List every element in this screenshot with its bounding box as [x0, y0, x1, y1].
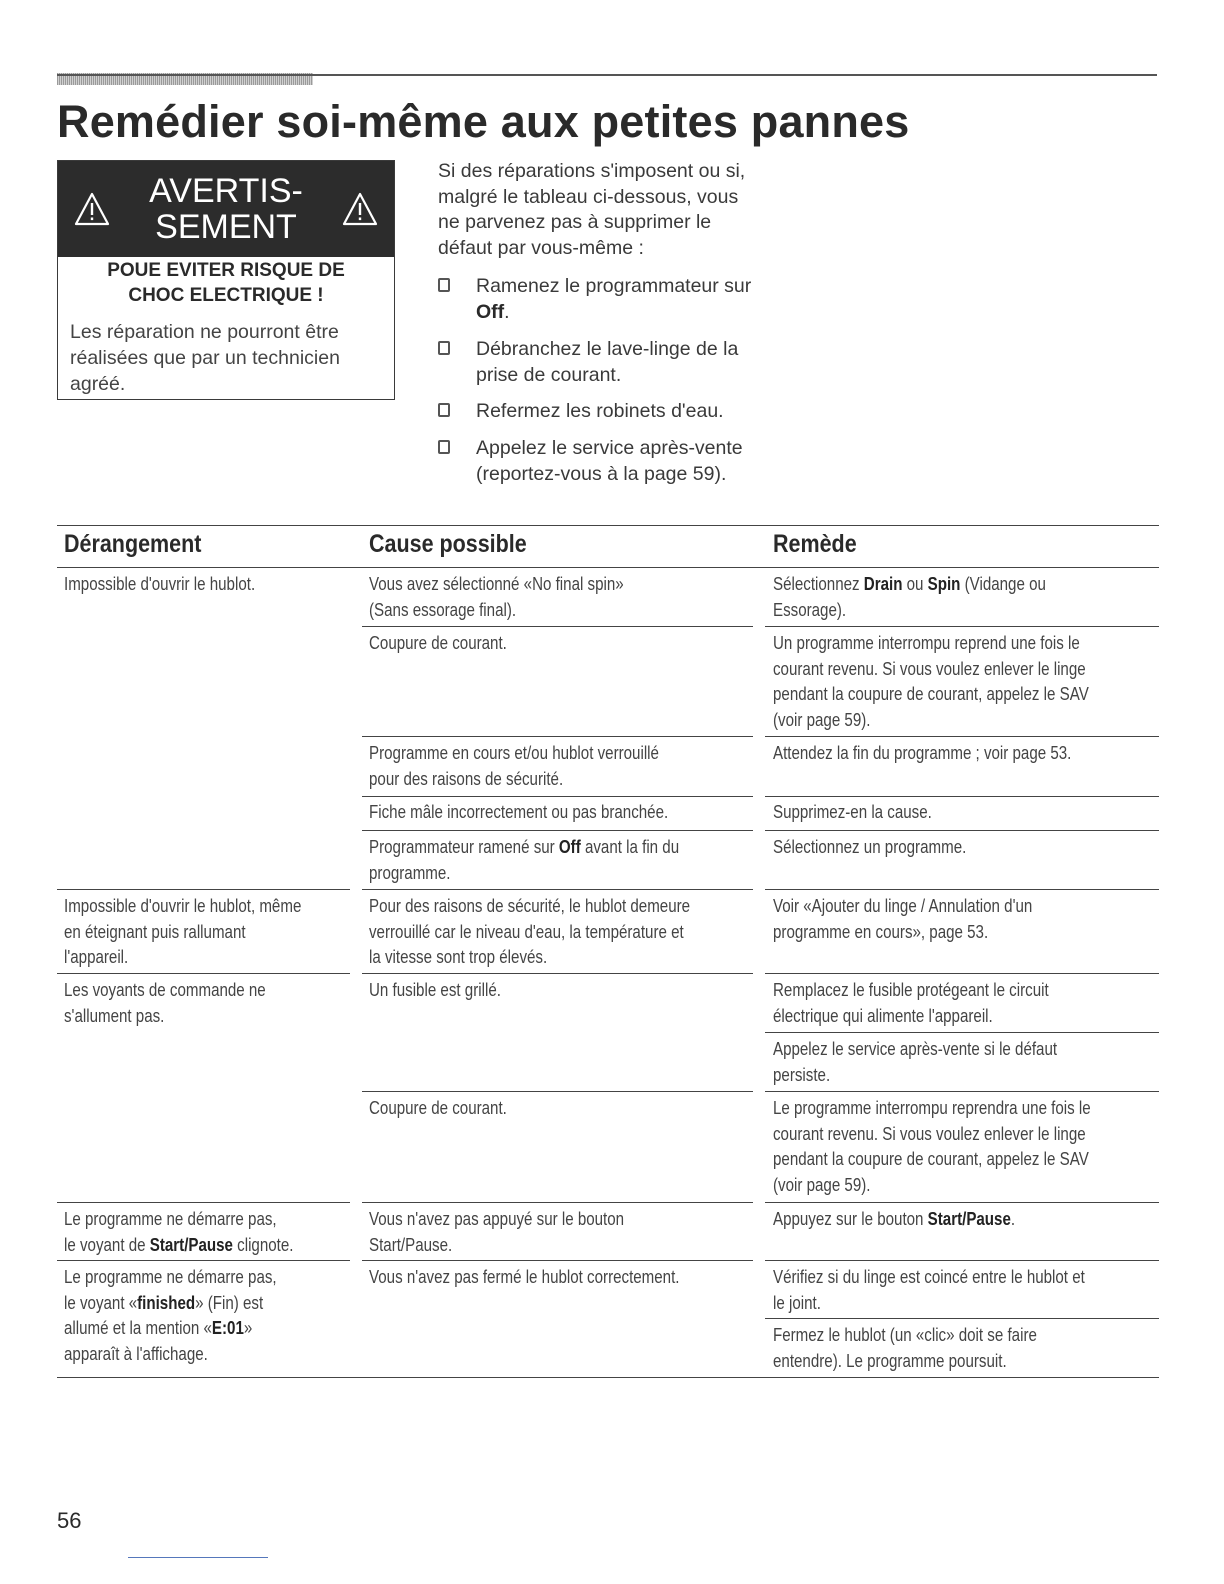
remedy-line: programme en cours», page 53. [773, 921, 989, 942]
table-rule [57, 1377, 1159, 1378]
table-rule [765, 1318, 1159, 1319]
remedy-cell: Sélectionnez un programme. [773, 837, 967, 857]
header-rule [57, 74, 1157, 76]
step-text: (reportez-vous à la page 59). [476, 463, 727, 485]
cause-cell [369, 741, 751, 792]
cause-text: avant la fin du [580, 837, 680, 857]
table-rule [57, 1260, 350, 1261]
table-rule [362, 973, 753, 974]
problem-text: clignote. [232, 1234, 294, 1255]
cause-line: (Sans essorage final). [369, 599, 517, 620]
checkbox-icon [438, 440, 450, 454]
cause-cell [369, 572, 751, 623]
cause-cell [369, 835, 751, 886]
warning-box [57, 160, 395, 400]
intro-line: ne parvenez pas à supprimer le [438, 211, 712, 233]
remedy-line: Appelez le service après-vente si le défaut [773, 1039, 1058, 1059]
step-item [438, 435, 798, 487]
step-text: . [504, 301, 510, 323]
remedy-line: pendant la coupure de courant, appelez le SAV [773, 684, 1089, 704]
table-rule [765, 889, 1159, 890]
remedy-line: entendre). Le programme poursuit. [773, 1350, 1007, 1371]
problem-text: le voyant « [64, 1292, 138, 1313]
remedy-line: Essorage). [773, 599, 847, 620]
step-item [438, 398, 798, 424]
warning-title-line: AVERTIS- [149, 172, 303, 210]
remedy-line: électrique qui alimente l'appareil. [773, 1005, 993, 1026]
table-rule [362, 1260, 753, 1261]
cause-line: Pour des raisons de sécurité, le hublot demeure [369, 896, 691, 916]
warning-body-line: réalisées que par un technicien [70, 347, 340, 369]
problem-line: Le programme ne démarre pas, [64, 1209, 277, 1229]
table-rule [57, 525, 1159, 526]
remedy-line: pendant la coupure de courant, appelez le SAV [773, 1149, 1089, 1169]
problem-line: s'allument pas. [64, 1005, 165, 1026]
cause-line: Vous n'avez pas appuyé sur le bouton [369, 1209, 625, 1229]
cause-text-bold: Off [558, 837, 581, 857]
problem-text: » [243, 1318, 253, 1338]
table-rule [765, 736, 1159, 737]
table-rule [57, 889, 350, 890]
problem-cell [64, 1207, 341, 1258]
problem-text: allumé et la mention « [64, 1318, 212, 1338]
remedy-line: Vérifiez si du linge est coincé entre le hublot et [773, 1267, 1085, 1287]
problem-text: le voyant de [64, 1234, 150, 1255]
problem-line: l'appareil. [64, 947, 129, 967]
remedy-text: . [1010, 1209, 1016, 1229]
warning-subtitle-line: POUE EVITER RISQUE DE [107, 260, 345, 281]
cause-text: Programmateur ramené sur [369, 837, 559, 857]
problem-line: Impossible d'ouvrir le hublot, même [64, 896, 302, 916]
step-text: Refermez les robinets d'eau. [476, 400, 724, 422]
warning-title-line: SEMENT [155, 208, 297, 246]
checkbox-icon [438, 341, 450, 355]
table-rule [362, 736, 753, 737]
remedy-cell [773, 1207, 1151, 1233]
problem-text-bold: Start/Pause [149, 1234, 233, 1255]
remedy-cell [773, 1096, 1151, 1198]
remedy-text: ou [902, 574, 928, 594]
remedy-line: persiste. [773, 1064, 831, 1085]
remedy-line: Fermez le hublot (un «clic» doit se faire [773, 1325, 1037, 1345]
cause-line: Start/Pause. [369, 1234, 453, 1255]
warning-title [149, 173, 303, 245]
warning-body-line: Les réparation ne pourront être [70, 321, 339, 343]
cause-cell: Coupure de courant. [369, 633, 507, 653]
remedy-cell [773, 894, 1151, 945]
checkbox-icon [438, 403, 450, 417]
cause-line: programme. [369, 862, 451, 883]
table-rule [765, 830, 1159, 831]
page-number: 56 [57, 1508, 82, 1533]
cause-line: Vous avez sélectionné «No final spin» [369, 574, 624, 594]
intro-line: malgré le tableau ci-dessous, vous [438, 185, 739, 208]
cause-cell: Fiche mâle incorrectement ou pas branchée. [369, 802, 669, 822]
remedy-line: Le programme interrompu reprendra une fois le [773, 1098, 1091, 1118]
warning-body-line: agréé. [70, 373, 126, 395]
problem-cell [64, 978, 341, 1029]
warning-subtitle-line: CHOC ELECTRIQUE ! [128, 285, 324, 306]
table-rule [362, 796, 753, 797]
table-rule [765, 1032, 1159, 1033]
remedy-line: Un programme interrompu reprend une fois le [773, 633, 1080, 653]
cause-cell: Vous n'avez pas fermé le hublot correctement. [369, 1267, 680, 1287]
cause-line: la vitesse sont trop élevés. [369, 947, 548, 967]
problem-line: apparaît à l'affichage. [64, 1343, 208, 1364]
footer-rule [128, 1557, 268, 1558]
remedy-text-bold: Drain [863, 574, 903, 594]
table-rule [362, 830, 753, 831]
problem-cell: Impossible d'ouvrir le hublot. [64, 574, 256, 594]
column-header-cause: Cause possible [369, 530, 527, 558]
problem-line: Les voyants de commande ne [64, 980, 266, 1000]
remedy-cell [773, 1037, 1151, 1088]
table-rule [765, 796, 1159, 797]
step-item [438, 336, 798, 388]
remedy-line: (voir page 59). [773, 1174, 871, 1195]
problem-cell [64, 1265, 341, 1367]
table-rule [765, 1202, 1159, 1203]
remedy-line: courant revenu. Si vous voulez enlever le linge [773, 658, 1086, 679]
step-item [438, 273, 798, 325]
remedy-cell [773, 1265, 1151, 1316]
table-rule [57, 1202, 350, 1203]
remedy-cell [773, 978, 1151, 1029]
cause-line: Programme en cours et/ou hublot verrouillé [369, 743, 659, 763]
remedy-cell [773, 631, 1151, 733]
step-text: Appelez le service après-vente [476, 437, 743, 459]
column-header-remedy: Remède [773, 530, 857, 558]
remedy-line: le joint. [773, 1292, 821, 1313]
table-rule [362, 626, 753, 627]
warning-body [70, 319, 380, 397]
remedy-line: (voir page 59). [773, 709, 871, 730]
checkbox-icon [438, 278, 450, 292]
problem-text: » (Fin) est [195, 1292, 264, 1313]
remedy-text: (Vidange ou [960, 574, 1046, 594]
remedy-cell [773, 572, 1151, 623]
warning-triangle-icon [74, 192, 110, 226]
cause-cell [369, 1207, 751, 1258]
column-header-problem: Dérangement [64, 530, 202, 558]
remedy-cell: Attendez la fin du programme ; voir page 53. [773, 743, 1072, 763]
remedy-cell [773, 1323, 1151, 1374]
cause-cell: Coupure de courant. [369, 1098, 507, 1118]
table-rule [765, 1091, 1159, 1092]
remedy-line: Voir «Ajouter du linge / Annulation d'un [773, 896, 1033, 916]
table-rule [362, 1202, 753, 1203]
remedy-text: Appuyez sur le bouton [773, 1209, 928, 1229]
cause-line: verrouillé car le niveau d'eau, la température et [369, 921, 684, 942]
table-rule [765, 1260, 1159, 1261]
step-text: Ramenez le programmateur sur [476, 275, 752, 297]
table-rule [362, 889, 753, 890]
table-rule [57, 567, 1159, 568]
table-rule [57, 973, 350, 974]
page-title: Remédier soi-même aux petites pannes [57, 96, 910, 147]
remedy-line: Remplacez le fusible protégeant le circuit [773, 980, 1049, 1000]
problem-line: Le programme ne démarre pas, [64, 1267, 277, 1287]
remedy-text: Sélectionnez [773, 574, 864, 594]
table-rule [362, 1091, 753, 1092]
remedy-text-bold: Start/Pause [927, 1209, 1011, 1229]
cause-cell [369, 894, 751, 971]
intro-paragraph [438, 159, 798, 261]
problem-text-bold: E:01 [211, 1318, 244, 1338]
warning-triangle-icon [342, 192, 378, 226]
problem-text-bold: finished [137, 1292, 196, 1313]
table-rule [765, 973, 1159, 974]
cause-line: pour des raisons de sécurité. [369, 768, 564, 789]
intro-line: Si des réparations s'imposent ou si, [438, 160, 746, 182]
problem-cell [64, 894, 341, 971]
intro-line: défaut par vous-même : [438, 236, 644, 259]
cause-cell: Un fusible est grillé. [369, 980, 501, 1000]
step-text: Débranchez le lave-linge de la [476, 338, 739, 360]
warning-subtitle [58, 258, 394, 308]
remedy-line: courant revenu. Si vous voulez enlever le linge [773, 1123, 1086, 1144]
step-text: prise de courant. [476, 364, 622, 386]
remedy-cell: Supprimez-en la cause. [773, 802, 932, 822]
remedy-text-bold: Spin [927, 574, 961, 594]
step-text-bold: Off [476, 301, 505, 323]
table-rule [765, 626, 1159, 627]
problem-line: en éteignant puis rallumant [64, 921, 246, 942]
warning-header [58, 161, 394, 257]
